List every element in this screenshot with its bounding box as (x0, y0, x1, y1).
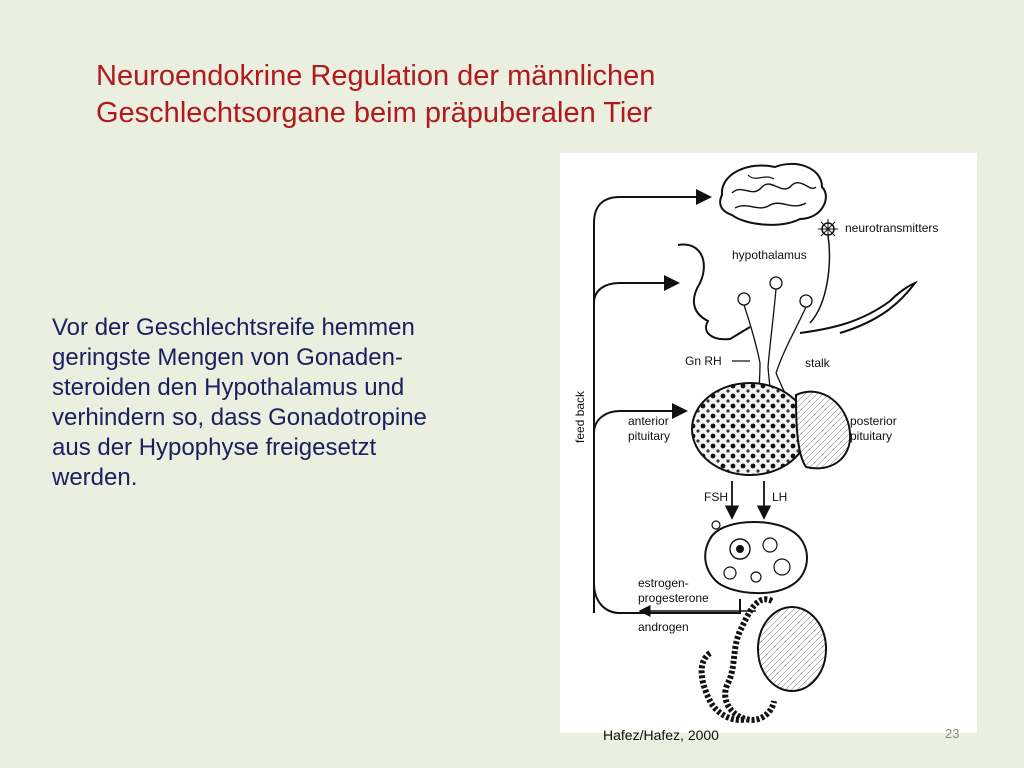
body-line-2: geringste Mengen von Gonaden- (52, 344, 403, 371)
testis-icon (702, 599, 826, 720)
posterior-pituitary (796, 392, 850, 469)
body-line-3: steroiden den Hypothalamus und (52, 374, 405, 401)
body-line-6: werden. (52, 464, 138, 491)
title-line-1: Neuroendokrine Regulation der männlichen (96, 60, 656, 92)
label-anterior-1: anterior (628, 414, 669, 428)
label-estrogen-1: estrogen- (638, 576, 689, 590)
label-hypothalamus: hypothalamus (732, 248, 807, 262)
ovary-icon (705, 521, 807, 593)
body-line-5: aus der Hypophyse freigesetzt (52, 434, 377, 461)
slide-title (96, 58, 876, 132)
label-androgen: androgen (638, 620, 689, 634)
page-number: 23 (945, 726, 960, 741)
label-gnrh: Gn RH (685, 354, 722, 368)
anterior-pituitary (692, 383, 808, 475)
label-estrogen-2: progesterone (638, 591, 709, 605)
brain-icon (720, 164, 826, 225)
neurotransmitter-icon (810, 219, 838, 323)
label-feedback: feed back (573, 390, 587, 443)
neuroendocrine-diagram (560, 153, 977, 733)
body-line-1: Vor der Geschlechtsreife hemmen (52, 314, 415, 341)
label-neurotransmitters: neurotransmitters (845, 221, 939, 235)
body-text (52, 313, 552, 493)
label-posterior-1: posterior (850, 414, 897, 428)
figure-caption: Hafez/Hafez, 2000 (603, 727, 719, 743)
label-fsh: FSH (704, 490, 728, 504)
body-line-4: verhindern so, dass Gonadotropine (52, 404, 427, 431)
label-stalk: stalk (805, 356, 830, 370)
label-anterior-2: pituitary (628, 429, 671, 443)
diagram-svg (560, 153, 977, 733)
label-lh: LH (772, 490, 788, 504)
title-line-2: Geschlechtsorgane beim präpuberalen Tier (96, 97, 653, 129)
fsh-lh-arrows (732, 481, 764, 518)
label-posterior-2: pituitary (850, 429, 893, 443)
